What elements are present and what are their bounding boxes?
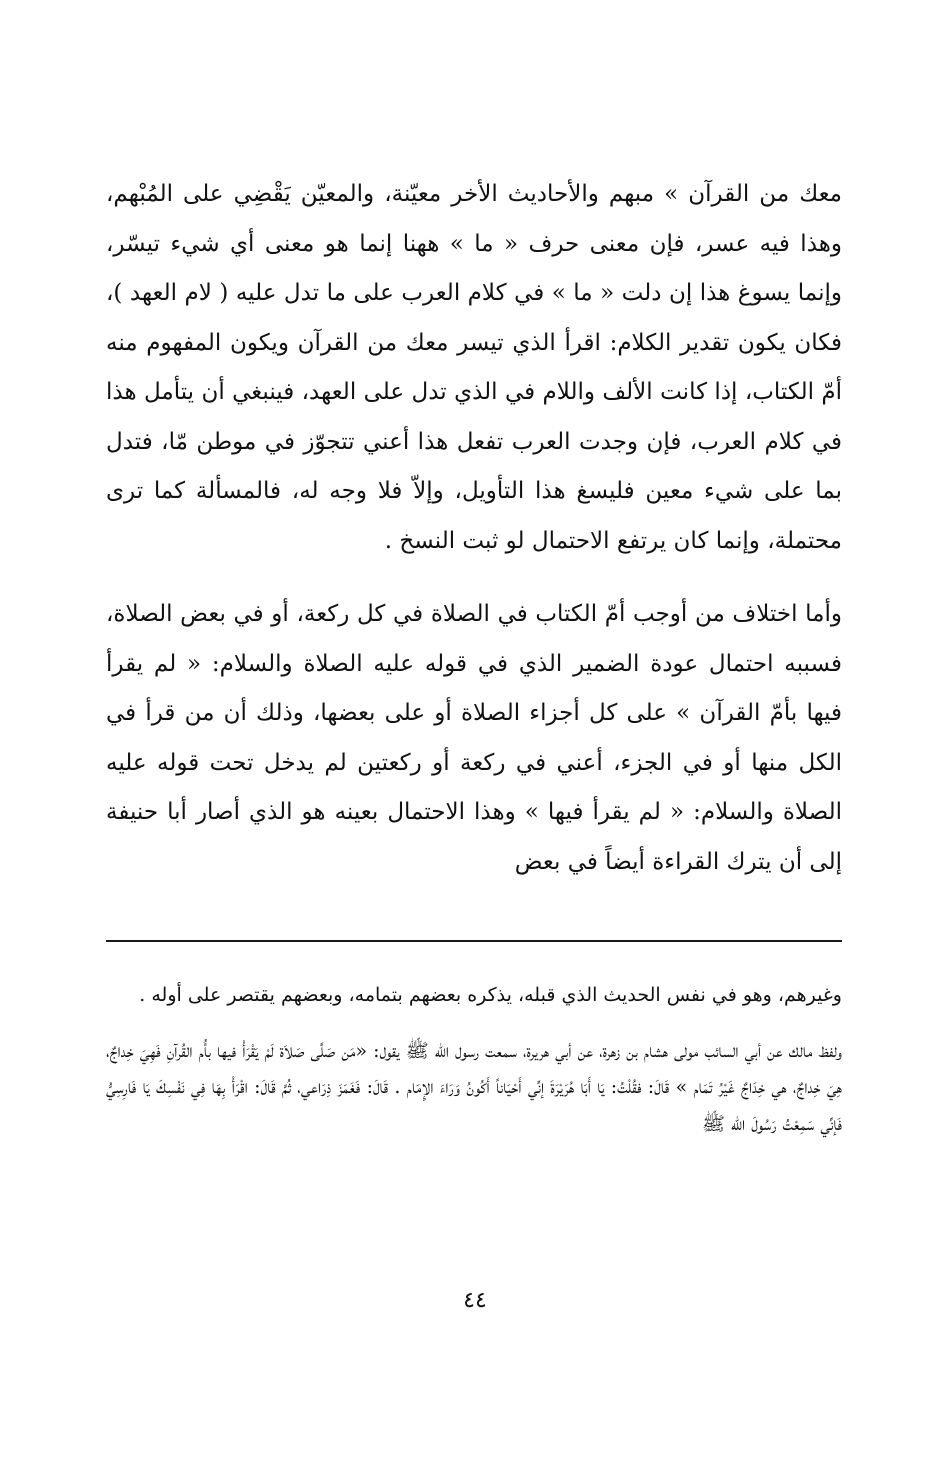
body-paragraph-1: معك من القرآن » مبهم والأحاديث الأخر معيّنة، والمعيّن يَقْضِي على المُبْهم، وهذا فيه عسر، فإن معنى حرف « ما » ههنا إنما هو معنى أي شيء تيسّر، وإنما يسوغ هذا إن دلت « ما » في كلام العرب على ما تدل عليه ( لام العهد )، فكان يكون تقدير الكلام: اقرأ الذي تيسر معك من القرآن ويكون المفهوم منه أمّ الكتاب، إذا كانت الألف واللام في الذي تدل على العهد، فينبغي أن يتأمل هذا في كلام العرب، فإن وجدت العرب تفعل هذا أعني تتجوّز في موطن مّا، فتدل بما على شيء معين فليسغ هذا التأويل، وإلاّ فلا وجه له، فالمسألة كما ترى محتملة، وإنما كان يرتفع الاحتمال لو ثبت النسخ . [106,181,842,554]
body-paragraph-2: وأما اختلاف من أوجب أمّ الكتاب في الصلاة في كل ركعة، أو في بعض الصلاة، فسببه احتمال عودة الضمير الذي في قوله عليه الصلاة والسلام: « لم يقرأ فيها بأمّ القرآن » على كل أجزاء الصلاة أو على بعضها، وذلك أن من قرأ في الكل منها أو في الجزء، أعني في ركعة أو ركعتين لم يدخل تحت قوله عليه الصلاة والسلام: « لم يقرأ فيها » وهذا الاحتمال بعينه هو الذي أصار أبا حنيفة إلى أن يترك القراءة أيضاً في بعض [106,601,842,875]
page-number: ٤٤ [463,1288,487,1313]
footnote-paragraph-1: وغيرهم، وهو في نفس الحديث الذي قبله، يذكره بعضهم بتمامه، وبعضهم يقتصر على أوله . [139,984,842,1006]
footnotes [106,977,842,1142]
footnote-paragraph-2: ولفظ مالك عن أبي السائب مولى هشام بن زهرة، عن أبي هريرة، سمعت رسول الله ﷺ يقول: «مَن صَلَّى صَلاَة لَمْ يَقْرَأْ فيها بأُم القُرآنِ فَهِيَ خِداجٌ، هِيَ خِداجٌ، هي خِدَاجٌ غَيْرُ تَمَام » قَالَ: فقُلْتُ: يَا أَبَا هُرَيْرَةَ إنِّي أَحْيَاناً أَكُونُ وَرَاءَ الإِمَام . قَالَ: فَغَمَزَ ذِرَاعي، ثُمَّ قَالَ: اقْرَأْ بِهَا فِي نَفْسِكَ يَا فَارِسِيُّ فَإنِّي سَمِعْتُ رَسُولَ الله ﷺ [106,1039,842,1135]
footnote-separator [106,940,842,942]
main-text [106,170,842,887]
